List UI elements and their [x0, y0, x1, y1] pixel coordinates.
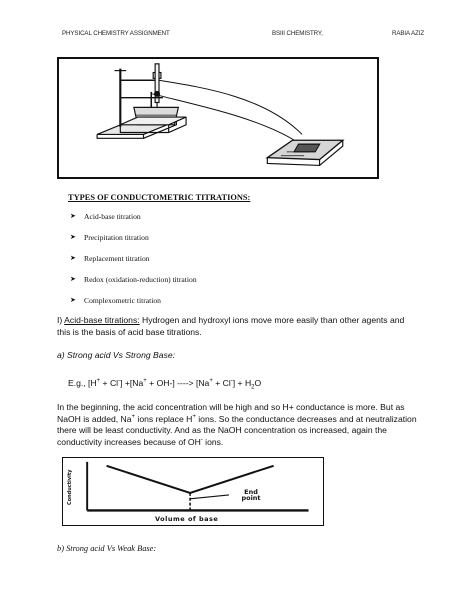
eq-part: ] + H	[232, 378, 252, 388]
explanation-paragraph	[57, 402, 425, 448]
explanation-text: In the beginning, the acid concentration will be high and so H+ conductance is more. But as NaOH is added, Na	[57, 402, 405, 424]
header-author: RABIA AZIZ	[391, 30, 424, 37]
list-item-text: Redox (oxidation-reduction) titration	[84, 275, 197, 284]
explanation-sup: +	[131, 413, 136, 420]
header-course: PHYSICAL CHEMISTRY ASSIGNMENT	[62, 30, 170, 37]
list-item-text: Acid-base titration	[84, 212, 141, 221]
acid-base-prefix: I)	[57, 315, 65, 325]
eq-sub: 2	[251, 384, 255, 391]
list-item	[70, 275, 197, 296]
eq-part: + Cl	[212, 378, 231, 388]
subheading-strong-acid-strong-base: a) Strong acid Vs Strong Base:	[57, 350, 175, 360]
conductivity-graph-figure	[62, 457, 324, 526]
end-point-label: End point	[241, 488, 261, 502]
list-item-text: Replacement titration	[84, 254, 150, 263]
conductometric-apparatus-figure	[57, 57, 379, 179]
eq-sup: +	[209, 378, 213, 385]
arrow-bullet-icon: ➤	[70, 254, 76, 262]
acid-base-text: Hydrogen and hydroxyl ions move more easily than other agents and this is the basis of acid base titrations.	[57, 315, 405, 337]
y-axis-label: Conductivity	[67, 469, 73, 505]
explanation-sup: -	[200, 436, 203, 443]
arrow-bullet-icon: ➤	[70, 275, 76, 283]
arrow-bullet-icon: ➤	[70, 233, 76, 241]
eq-part: + OH-] ----> [Na	[146, 378, 210, 388]
explanation-text: ions. So the conductance decreases and at neutralization there will be least conductivity. And as the NaOH concentration os increased, again the conductivity increases because of OH	[57, 413, 417, 447]
eq-part: O	[254, 378, 262, 388]
explanation-sup: +	[192, 413, 196, 420]
list-item	[70, 296, 197, 317]
end-point-pointer	[190, 495, 229, 499]
header-class: BSIII CHEMISTRY,	[272, 30, 323, 37]
eq-sup: +	[96, 378, 101, 385]
list-item-text: Complexometric titration	[84, 296, 161, 305]
eq-part: ] +[Na	[120, 378, 144, 388]
eq-part: + Cl	[100, 378, 119, 388]
list-item-text: Precipitation titration	[84, 233, 149, 242]
x-axis-label: Volume of base	[155, 515, 219, 523]
reaction-equation	[68, 378, 261, 390]
eq-part: E.g., [H	[68, 378, 97, 388]
titration-types-list	[70, 212, 197, 317]
acid-base-label: Acid-base titrations:	[64, 315, 140, 325]
list-item	[70, 212, 197, 233]
explanation-text: ions replace H	[135, 413, 193, 424]
apparatus-drawing	[59, 59, 377, 177]
eq-sup: +	[143, 378, 147, 385]
list-item	[70, 233, 197, 254]
eq-sup: -	[118, 378, 121, 385]
eq-sup: -	[230, 378, 233, 385]
subheading-strong-acid-weak-base: b) Strong acid Vs Weak Base:	[57, 544, 157, 553]
arrow-bullet-icon: ➤	[70, 296, 76, 304]
list-item	[70, 254, 197, 275]
page-header	[62, 30, 424, 42]
section-title: TYPES OF CONDUCTOMETRIC TITRATIONS:	[68, 193, 251, 202]
explanation-text: ions.	[202, 436, 224, 447]
arrow-bullet-icon: ➤	[70, 212, 76, 220]
acid-base-paragraph	[57, 315, 417, 338]
